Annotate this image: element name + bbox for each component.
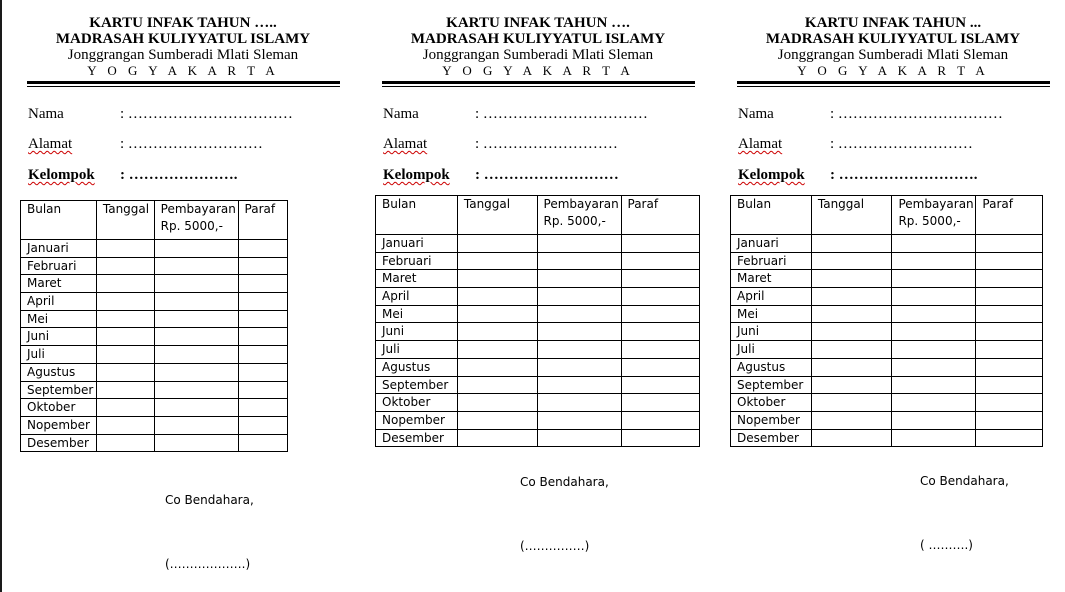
- payment-table: [375, 195, 700, 447]
- tanggal-cell[interactable]: [457, 305, 537, 323]
- school-city: Y O G Y A K A R T A: [87, 63, 279, 78]
- paraf-cell[interactable]: [976, 252, 1043, 270]
- tanggal-cell[interactable]: [811, 411, 892, 429]
- month-cell: Januari: [21, 240, 97, 258]
- table-row: [21, 399, 288, 417]
- kelompok-label: Kelompok: [28, 167, 95, 183]
- pembayaran-cell[interactable]: [154, 240, 238, 258]
- month-cell: Juli: [376, 341, 458, 359]
- pembayaran-cell[interactable]: [892, 252, 976, 270]
- paraf-cell[interactable]: [976, 270, 1043, 288]
- tanggal-cell[interactable]: [96, 363, 154, 381]
- tanggal-cell[interactable]: [811, 358, 892, 376]
- pembayaran-cell[interactable]: [154, 275, 238, 293]
- month-cell: April: [731, 288, 812, 306]
- tanggal-cell[interactable]: [811, 235, 892, 253]
- paraf-cell[interactable]: [238, 363, 287, 381]
- table-row: [731, 288, 1043, 306]
- tanggal-cell[interactable]: [96, 416, 154, 434]
- infak-card-3: [710, 0, 1065, 592]
- kelompok-field: [383, 167, 619, 184]
- paraf-cell[interactable]: [976, 305, 1043, 323]
- alamat-field: [738, 136, 973, 153]
- tanggal-cell[interactable]: [457, 288, 537, 306]
- pembayaran-cell[interactable]: [892, 270, 976, 288]
- table-row: [21, 293, 288, 311]
- month-cell: September: [376, 376, 458, 394]
- table-row: [376, 323, 700, 341]
- school-address: Jonggrangan Sumberadi Mlati Sleman: [67, 47, 299, 63]
- tanggal-cell[interactable]: [811, 394, 892, 412]
- paraf-cell[interactable]: [621, 270, 700, 288]
- paraf-cell[interactable]: [976, 288, 1043, 306]
- table-row: [21, 346, 288, 364]
- pembayaran-cell[interactable]: [537, 341, 621, 359]
- tanggal-cell[interactable]: [811, 341, 892, 359]
- school-address: Jonggrangan Sumberadi Mlati Sleman: [777, 47, 1009, 63]
- signature-blank[interactable]: (……………….): [165, 557, 251, 571]
- table-row: [376, 376, 700, 394]
- paraf-cell[interactable]: [238, 399, 287, 417]
- month-cell: Mei: [21, 310, 97, 328]
- table-row: [376, 394, 700, 412]
- card-header: [378, 15, 698, 79]
- alamat-field: [383, 136, 618, 153]
- month-cell: Mei: [376, 305, 458, 323]
- paraf-cell[interactable]: [976, 341, 1043, 359]
- paraf-cell[interactable]: [238, 275, 287, 293]
- table-header-row: [731, 196, 1043, 235]
- school-city: Y O G Y A K A R T A: [797, 63, 989, 78]
- tanggal-cell[interactable]: [96, 328, 154, 346]
- paraf-cell[interactable]: [976, 358, 1043, 376]
- table-row: [21, 416, 288, 434]
- column-header: Bulan: [731, 196, 812, 235]
- pembayaran-cell[interactable]: [892, 323, 976, 341]
- column-header: Pembayaran Rp. 5000,-: [154, 201, 238, 240]
- table-row: [21, 310, 288, 328]
- kelompok-field: [738, 167, 978, 184]
- table-header-row: [376, 196, 700, 235]
- pembayaran-cell[interactable]: [154, 399, 238, 417]
- school-city: Y O G Y A K A R T A: [442, 63, 634, 78]
- card-title: KARTU INFAK TAHUN ….: [446, 15, 630, 31]
- kelompok-label: Kelompok: [738, 167, 805, 183]
- table-row: [731, 235, 1043, 253]
- table-row: [376, 305, 700, 323]
- table-row: [376, 288, 700, 306]
- month-cell: Oktober: [731, 394, 812, 412]
- month-cell: Maret: [731, 270, 812, 288]
- tanggal-cell[interactable]: [457, 270, 537, 288]
- month-cell: Mei: [731, 305, 812, 323]
- pembayaran-cell[interactable]: [537, 376, 621, 394]
- kelompok-value[interactable]: : ……………………….: [830, 167, 978, 183]
- paraf-cell[interactable]: [238, 293, 287, 311]
- paraf-cell[interactable]: [238, 346, 287, 364]
- month-cell: Agustus: [731, 358, 812, 376]
- tanggal-cell[interactable]: [96, 275, 154, 293]
- tanggal-cell[interactable]: [811, 323, 892, 341]
- column-header: Paraf: [976, 196, 1043, 235]
- paraf-cell[interactable]: [238, 381, 287, 399]
- month-cell: Desember: [376, 429, 458, 447]
- paraf-cell[interactable]: [621, 341, 700, 359]
- pembayaran-cell[interactable]: [892, 429, 976, 447]
- table-row: [376, 235, 700, 253]
- kelompok-value[interactable]: : ………………….: [120, 167, 238, 183]
- infak-card-2: [355, 0, 710, 592]
- pembayaran-cell[interactable]: [537, 323, 621, 341]
- pembayaran-cell[interactable]: [154, 293, 238, 311]
- column-header: Pembayaran Rp. 5000,-: [537, 196, 621, 235]
- month-cell: Januari: [731, 235, 812, 253]
- paraf-cell[interactable]: [621, 252, 700, 270]
- nama-value[interactable]: : ……………………………: [830, 106, 1003, 122]
- tanggal-cell[interactable]: [811, 270, 892, 288]
- school-name: MADRASAH KULIYYATUL ISLAMY: [55, 31, 311, 47]
- alamat-label: Alamat: [738, 136, 783, 152]
- paraf-cell[interactable]: [621, 235, 700, 253]
- header-rule-thin: [737, 86, 1050, 87]
- tanggal-cell[interactable]: [96, 240, 154, 258]
- month-cell: Maret: [21, 275, 97, 293]
- school-name: MADRASAH KULIYYATUL ISLAMY: [765, 31, 1021, 47]
- tanggal-cell[interactable]: [811, 376, 892, 394]
- tanggal-cell[interactable]: [811, 252, 892, 270]
- column-header: Tanggal: [457, 196, 537, 235]
- header-rule: [737, 81, 1050, 84]
- kelompok-label: Kelompok: [383, 167, 450, 183]
- tanggal-cell[interactable]: [96, 257, 154, 275]
- table-row: [731, 358, 1043, 376]
- month-cell: Nopember: [376, 411, 458, 429]
- paraf-cell[interactable]: [238, 434, 287, 452]
- tanggal-cell[interactable]: [457, 341, 537, 359]
- pembayaran-cell[interactable]: [892, 235, 976, 253]
- paraf-cell[interactable]: [976, 411, 1043, 429]
- paraf-cell[interactable]: [621, 429, 700, 447]
- month-cell: Oktober: [376, 394, 458, 412]
- month-cell: Juli: [731, 341, 812, 359]
- paraf-cell[interactable]: [976, 429, 1043, 447]
- signature-blank[interactable]: (……………): [520, 539, 590, 553]
- month-cell: Desember: [731, 429, 812, 447]
- tanggal-cell[interactable]: [96, 310, 154, 328]
- pembayaran-cell[interactable]: [537, 235, 621, 253]
- nama-field: [738, 106, 1003, 123]
- table-row: [731, 394, 1043, 412]
- kelompok-value[interactable]: : ………………………: [475, 167, 619, 183]
- pembayaran-cell[interactable]: [537, 394, 621, 412]
- month-cell: Januari: [376, 235, 458, 253]
- co-bendahara-label: Co Bendahara,: [165, 493, 254, 507]
- tanggal-cell[interactable]: [96, 399, 154, 417]
- month-cell: Februari: [731, 252, 812, 270]
- pembayaran-cell[interactable]: [537, 429, 621, 447]
- table-row: [731, 252, 1043, 270]
- month-cell: Oktober: [21, 399, 97, 417]
- tanggal-cell[interactable]: [811, 429, 892, 447]
- signature-blank[interactable]: ( ……….): [920, 538, 973, 552]
- paraf-cell[interactable]: [238, 240, 287, 258]
- co-bendahara-label: Co Bendahara,: [520, 475, 609, 489]
- column-header: Tanggal: [96, 201, 154, 240]
- month-cell: Maret: [376, 270, 458, 288]
- pembayaran-cell[interactable]: [154, 310, 238, 328]
- card-header: [23, 15, 343, 79]
- table-row: [376, 429, 700, 447]
- kelompok-field: [28, 167, 238, 184]
- paraf-cell[interactable]: [621, 411, 700, 429]
- nama-label: Nama: [738, 106, 774, 122]
- pembayaran-cell[interactable]: [154, 328, 238, 346]
- pembayaran-cell[interactable]: [154, 346, 238, 364]
- month-cell: Agustus: [21, 363, 97, 381]
- card-header: [733, 15, 1053, 79]
- table-row: [21, 240, 288, 258]
- table-row: [731, 376, 1043, 394]
- header-rule: [27, 81, 340, 84]
- pembayaran-cell[interactable]: [892, 358, 976, 376]
- payment-table: [730, 195, 1043, 447]
- pembayaran-cell[interactable]: [892, 394, 976, 412]
- month-cell: September: [731, 376, 812, 394]
- month-cell: April: [21, 293, 97, 311]
- month-cell: Februari: [21, 257, 97, 275]
- table-row: [376, 270, 700, 288]
- paraf-cell[interactable]: [621, 323, 700, 341]
- tanggal-cell[interactable]: [457, 323, 537, 341]
- table-row: [376, 358, 700, 376]
- pembayaran-cell[interactable]: [154, 363, 238, 381]
- tanggal-cell[interactable]: [811, 288, 892, 306]
- table-row: [731, 270, 1043, 288]
- tanggal-cell[interactable]: [457, 252, 537, 270]
- table-row: [731, 323, 1043, 341]
- tanggal-cell[interactable]: [457, 411, 537, 429]
- pembayaran-cell[interactable]: [154, 434, 238, 452]
- paraf-cell[interactable]: [238, 328, 287, 346]
- alamat-label: Alamat: [383, 136, 428, 152]
- month-cell: Juni: [376, 323, 458, 341]
- nama-label: Nama: [383, 106, 419, 122]
- header-rule-thin: [382, 86, 695, 87]
- tanggal-cell[interactable]: [96, 346, 154, 364]
- alamat-label: Alamat: [28, 136, 73, 152]
- table-header-row: [21, 201, 288, 240]
- pembayaran-cell[interactable]: [892, 288, 976, 306]
- table-row: [376, 411, 700, 429]
- header-rule: [382, 81, 695, 84]
- tanggal-cell[interactable]: [457, 429, 537, 447]
- paraf-cell[interactable]: [621, 288, 700, 306]
- pembayaran-cell[interactable]: [537, 270, 621, 288]
- tanggal-cell[interactable]: [457, 376, 537, 394]
- column-header: Tanggal: [811, 196, 892, 235]
- nama-label: Nama: [28, 106, 64, 122]
- paraf-cell[interactable]: [976, 376, 1043, 394]
- tanggal-cell[interactable]: [457, 235, 537, 253]
- table-row: [731, 341, 1043, 359]
- table-row: [21, 434, 288, 452]
- table-row: [731, 305, 1043, 323]
- alamat-field: [28, 136, 263, 153]
- tanggal-cell[interactable]: [96, 434, 154, 452]
- payment-table: [20, 200, 288, 452]
- month-cell: April: [376, 288, 458, 306]
- month-cell: Desember: [21, 434, 97, 452]
- pembayaran-cell[interactable]: [537, 305, 621, 323]
- paraf-cell[interactable]: [976, 394, 1043, 412]
- school-name: MADRASAH KULIYYATUL ISLAMY: [410, 31, 666, 47]
- nama-field: [383, 106, 648, 123]
- pembayaran-cell[interactable]: [154, 416, 238, 434]
- paraf-cell[interactable]: [238, 310, 287, 328]
- paraf-cell[interactable]: [238, 416, 287, 434]
- infak-card-1: [0, 0, 355, 592]
- month-cell: Juni: [731, 323, 812, 341]
- month-cell: Februari: [376, 252, 458, 270]
- column-header: Paraf: [621, 196, 700, 235]
- co-bendahara-label: Co Bendahara,: [920, 474, 1009, 488]
- column-header: Bulan: [376, 196, 458, 235]
- month-cell: Agustus: [376, 358, 458, 376]
- month-cell: September: [21, 381, 97, 399]
- tanggal-cell[interactable]: [457, 358, 537, 376]
- tanggal-cell[interactable]: [96, 293, 154, 311]
- table-row: [731, 411, 1043, 429]
- pembayaran-cell[interactable]: [537, 288, 621, 306]
- column-header: Bulan: [21, 201, 97, 240]
- paraf-cell[interactable]: [621, 305, 700, 323]
- alamat-value[interactable]: : ………………………: [830, 136, 973, 152]
- month-cell: Nopember: [21, 416, 97, 434]
- header-rule-thin: [27, 86, 340, 87]
- paraf-cell[interactable]: [621, 358, 700, 376]
- tanggal-cell[interactable]: [811, 305, 892, 323]
- table-row: [21, 328, 288, 346]
- nama-value[interactable]: : ……………………………: [475, 106, 648, 122]
- alamat-value[interactable]: : ………………………: [120, 136, 263, 152]
- card-title: KARTU INFAK TAHUN ...: [804, 15, 982, 31]
- pembayaran-cell[interactable]: [537, 358, 621, 376]
- paraf-cell[interactable]: [621, 394, 700, 412]
- paraf-cell[interactable]: [238, 257, 287, 275]
- pembayaran-cell[interactable]: [154, 381, 238, 399]
- table-row: [21, 363, 288, 381]
- month-cell: Juni: [21, 328, 97, 346]
- table-row: [21, 381, 288, 399]
- pembayaran-cell[interactable]: [537, 252, 621, 270]
- paraf-cell[interactable]: [976, 323, 1043, 341]
- month-cell: Juli: [21, 346, 97, 364]
- alamat-value[interactable]: : ………………………: [475, 136, 618, 152]
- tanggal-cell[interactable]: [96, 381, 154, 399]
- tanggal-cell[interactable]: [457, 394, 537, 412]
- pembayaran-cell[interactable]: [537, 411, 621, 429]
- nama-value[interactable]: : ……………………………: [120, 106, 293, 122]
- nama-field: [28, 106, 293, 123]
- column-header: Pembayaran Rp. 5000,-: [892, 196, 976, 235]
- table-row: [21, 275, 288, 293]
- column-header: Paraf: [238, 201, 287, 240]
- table-row: [21, 257, 288, 275]
- pembayaran-cell[interactable]: [892, 376, 976, 394]
- pembayaran-cell[interactable]: [154, 257, 238, 275]
- paraf-cell[interactable]: [621, 376, 700, 394]
- paraf-cell[interactable]: [976, 235, 1043, 253]
- table-row: [731, 429, 1043, 447]
- pembayaran-cell[interactable]: [892, 411, 976, 429]
- card-title: KARTU INFAK TAHUN …..: [89, 15, 277, 31]
- pembayaran-cell[interactable]: [892, 305, 976, 323]
- table-row: [376, 252, 700, 270]
- month-cell: Nopember: [731, 411, 812, 429]
- pembayaran-cell[interactable]: [892, 341, 976, 359]
- school-address: Jonggrangan Sumberadi Mlati Sleman: [422, 47, 654, 63]
- table-row: [376, 341, 700, 359]
